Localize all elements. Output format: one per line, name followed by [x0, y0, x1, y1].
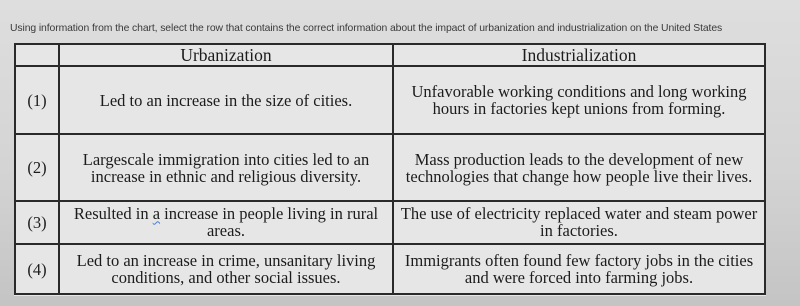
comparison-table: [14, 43, 766, 295]
table-header-row: [15, 44, 765, 66]
row-4-industrialization: Immigrants often found few factory jobs in the cities and were forced into farming jobs.: [393, 244, 765, 294]
row-4-urbanization: Led to an increase in crime, unsanitary living conditions, and other social issues.: [59, 244, 393, 294]
row-2-urbanization: Largescale immigration into cities led to an increase in ethnic and religious diversity.: [59, 134, 393, 200]
row-3-number: (3): [15, 201, 59, 245]
row-4-number: (4): [15, 244, 59, 294]
table-row-2: [15, 134, 765, 200]
row-1-industrialization: Unfavorable working conditions and long working hours in factories kept unions from forming.: [393, 66, 765, 134]
row-3-urbanization-text-end: increase in people living in rural areas.: [160, 204, 379, 241]
table-row-4: [15, 244, 765, 294]
table-row-3: [15, 201, 765, 245]
row-1-urbanization: Led to an increase in the size of cities.: [59, 66, 393, 134]
row-3-urbanization: [59, 201, 393, 245]
header-industrialization: Industrialization: [393, 44, 765, 66]
question-prompt: Using information from the chart, select the row that contains the correct information about the impact of urbanization and industrialization on the United States: [10, 23, 723, 34]
row-2-industrialization: Mass production leads to the development of new technologies that change how people live their lives.: [393, 134, 765, 200]
row-2-number: (2): [15, 134, 59, 200]
row-3-industrialization: The use of electricity replaced water and steam power in factories.: [393, 201, 765, 245]
spellcheck-marked-word: a: [152, 204, 161, 224]
row-1-number: (1): [15, 66, 59, 134]
header-urbanization: Urbanization: [59, 44, 393, 66]
table-row-1: [15, 66, 765, 134]
row-3-urbanization-text-start: Resulted in: [73, 204, 153, 224]
header-number: [15, 44, 59, 66]
